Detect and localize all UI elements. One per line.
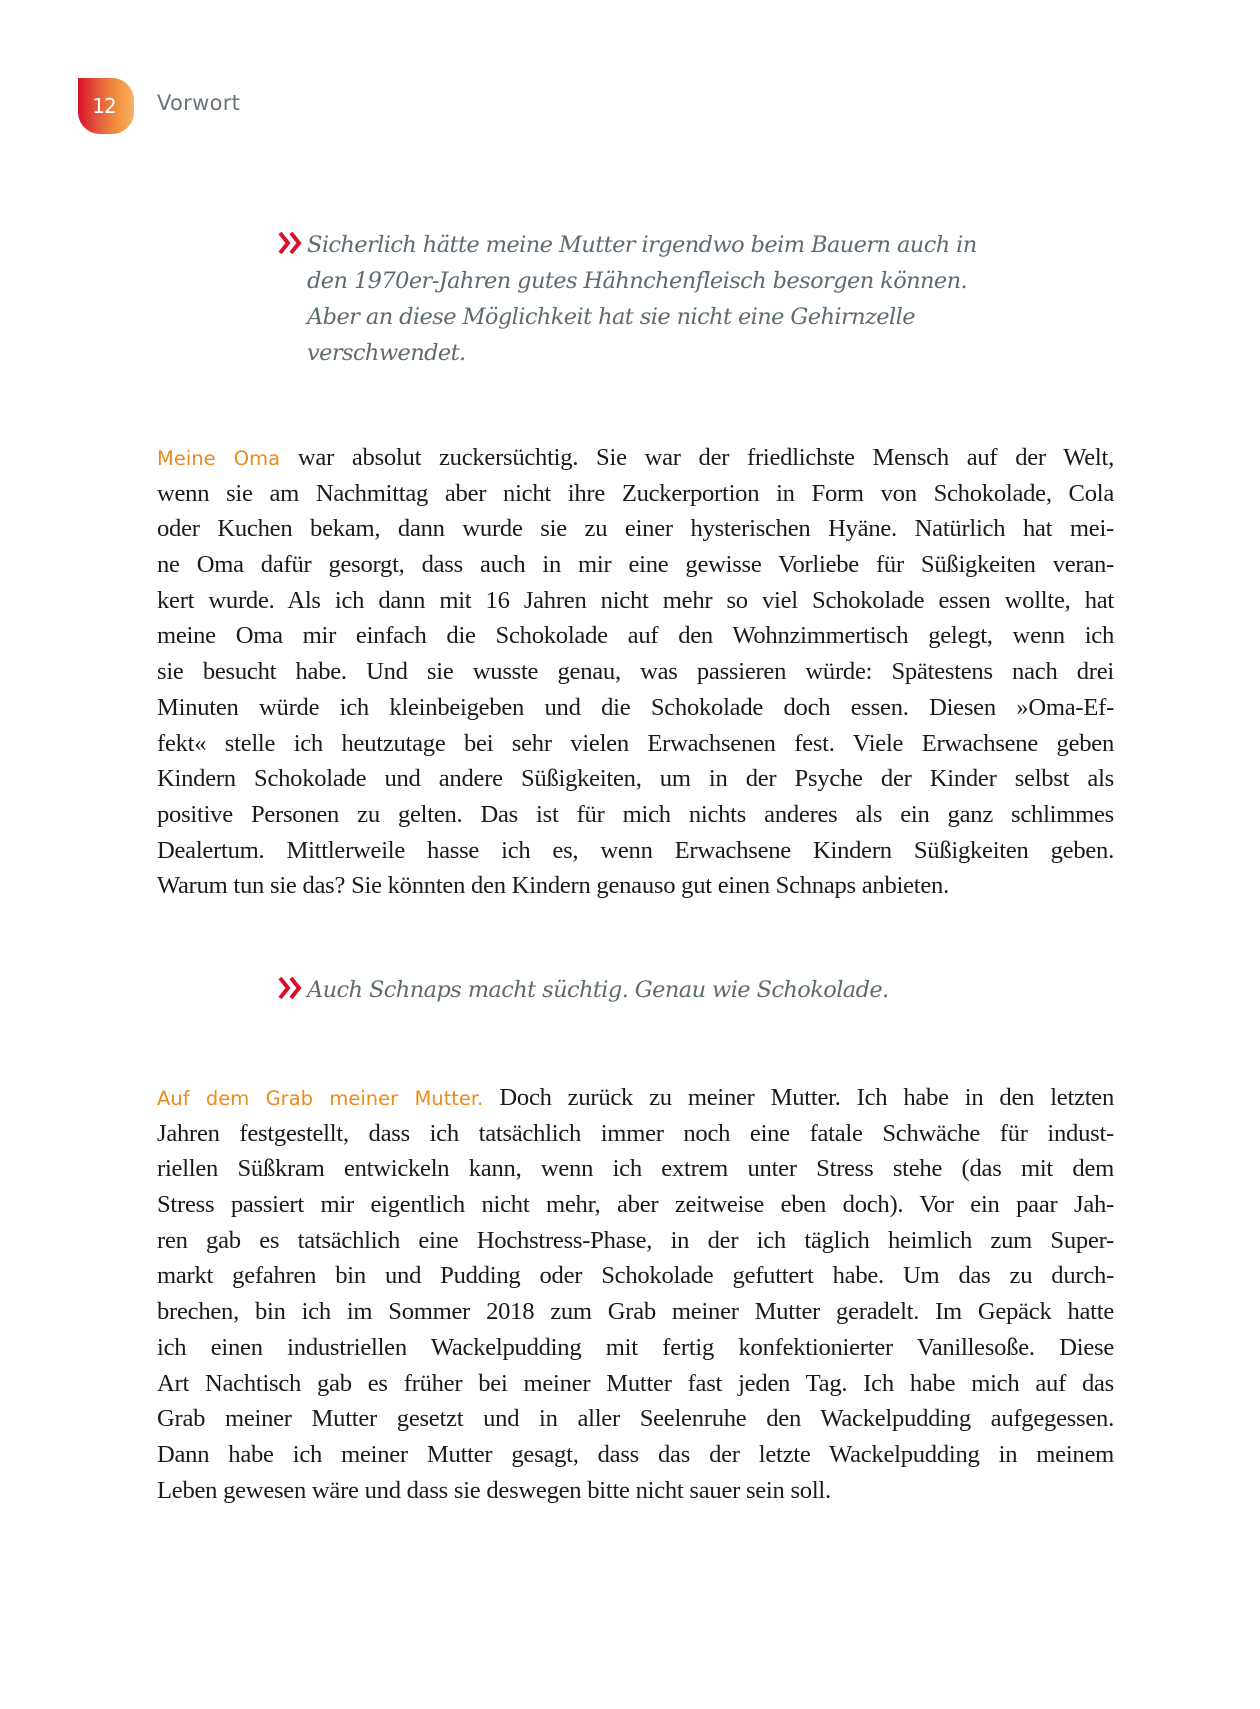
paragraph-lead: Meine Oma (157, 447, 281, 470)
paragraph-line: Dealertum. Mittlerweile hasse ich es, wenn Erwachsene Kindern Süßigkeiten geben. (157, 836, 1114, 864)
quote-line: verschwendet. (307, 340, 466, 366)
body-paragraph (157, 1080, 1114, 1508)
double-chevron-right-icon (277, 231, 305, 255)
paragraph-line: ich einen industriellen Wackelpudding mit fertig konfektionierter Vanillesoße. Diese (157, 1333, 1114, 1361)
pull-quote (277, 227, 977, 371)
paragraph-line: positive Personen zu gelten. Das ist für mich nichts anderes als ein ganz schlimmes (157, 800, 1114, 828)
paragraph-line: brechen, bin ich im Sommer 2018 zum Grab meiner Mutter geradelt. Im Gepäck hatte (157, 1298, 1114, 1326)
paragraph-line: Warum tun sie das? Sie könnten den Kindern genauso gut einen Schnaps anbieten. (157, 872, 949, 900)
paragraph-line: Grab meiner Mutter gesetzt und in aller Seelenruhe den Wackelpudding aufgegessen. (157, 1405, 1114, 1433)
paragraph-lead: Auf dem Grab meiner Mutter. (157, 1087, 484, 1110)
paragraph-line: riellen Süßkram entwickeln kann, wenn ich extrem unter Stress stehe (das mit dem (157, 1155, 1114, 1183)
paragraph-line: Meine Oma war absolut zuckersüchtig. Sie war der friedlichste Mensch auf der Welt, (157, 444, 1114, 471)
page-number-badge (78, 78, 134, 134)
paragraph-line: Auf dem Grab meiner Mutter. Doch zurück zu meiner Mutter. Ich habe in den letzten (157, 1084, 1114, 1111)
pull-quote (277, 972, 889, 1008)
paragraph-line: oder Kuchen bekam, dann wurde sie zu einer hysterischen Hyäne. Natürlich hat mei- (157, 515, 1114, 543)
quote-line: Aber an diese Möglichkeit hat sie nicht eine Gehirnzelle (307, 304, 915, 330)
paragraph-line: wenn sie am Nachmittag aber nicht ihre Zuckerportion in Form von Schokolade, Cola (157, 479, 1114, 507)
quote-line: Auch Schnaps macht süchtig. Genau wie Schokolade. (277, 972, 889, 1008)
paragraph-line: Kindern Schokolade und andere Süßigkeiten, um in der Psyche der Kinder selbst als (157, 765, 1114, 793)
paragraph-line: ren gab es tatsächlich eine Hochstress-Phase, in der ich täglich heimlich zum Super- (157, 1226, 1114, 1254)
paragraph-line: ne Oma dafür gesorgt, dass auch in mir eine gewisse Vorliebe für Süßigkeiten veran- (157, 551, 1114, 579)
paragraph-line: Stress passiert mir eigentlich nicht mehr, aber zeitweise eben doch). Vor ein paar Jah- (157, 1191, 1114, 1219)
paragraph-line: fekt« stelle ich heutzutage bei sehr vielen Erwachsenen fest. Viele Erwachsene geben (157, 729, 1114, 757)
section-title: Vorwort (157, 91, 241, 115)
quote-line: den 1970er-Jahren gutes Hähnchenfleisch besorgen können. (307, 268, 968, 294)
paragraph-line: markt gefahren bin und Pudding oder Schokolade gefuttert habe. Um das zu durch- (157, 1262, 1114, 1290)
paragraph-line: Minuten würde ich kleinbeigeben und die Schokolade doch essen. Diesen »Oma-Ef- (157, 693, 1114, 721)
paragraph-line: kert wurde. Als ich dann mit 16 Jahren nicht mehr so viel Schokolade essen wollte, hat (157, 586, 1114, 614)
double-chevron-right-icon (277, 976, 305, 1000)
quote-line: Sicherlich hätte meine Mutter irgendwo beim Bauern auch in (277, 227, 977, 263)
paragraph-line: Jahren festgestellt, dass ich tatsächlich immer noch eine fatale Schwäche für indust- (157, 1119, 1114, 1147)
paragraph-line: Dann habe ich meiner Mutter gesagt, dass das der letzte Wackelpudding in meinem (157, 1440, 1114, 1468)
paragraph-line: sie besucht habe. Und sie wusste genau, was passieren würde: Spätestens nach drei (157, 658, 1114, 686)
paragraph-line: Leben gewesen wäre und dass sie deswegen bitte nicht sauer sein soll. (157, 1476, 831, 1504)
body-paragraph (157, 440, 1114, 904)
page-number: 12 (92, 94, 116, 118)
paragraph-line: Art Nachtisch gab es früher bei meiner Mutter fast jeden Tag. Ich habe mich auf das (157, 1369, 1114, 1397)
paragraph-line: meine Oma mir einfach die Schokolade auf den Wohnzimmertisch gelegt, wenn ich (157, 622, 1114, 650)
